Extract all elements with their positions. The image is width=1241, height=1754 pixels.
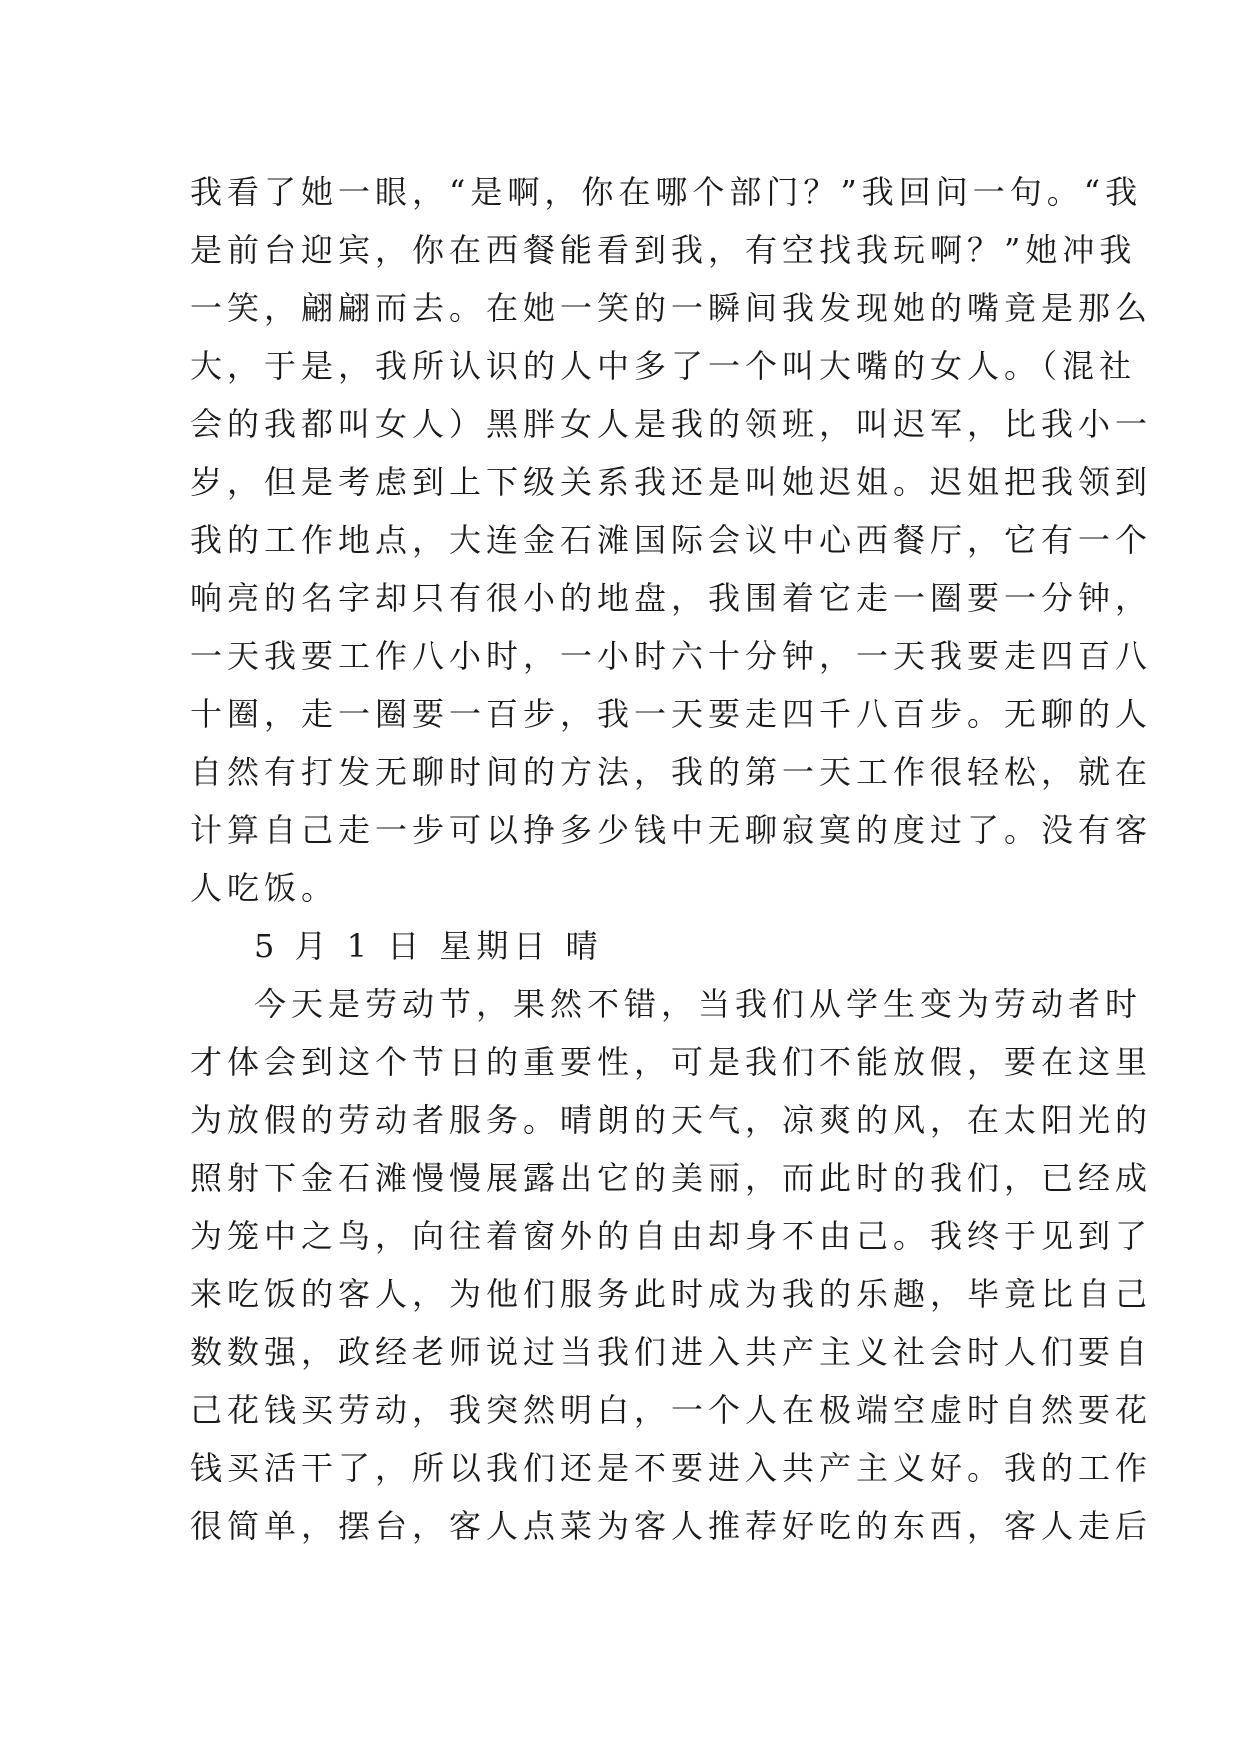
text-line: 5 月 1 日 星期日 晴 [254,927,603,965]
text-line: 才体会到这个节日的重要性，可是我们不能放假，要在这里 [190,1043,1153,1081]
text-line: 一天我要工作八小时，一小时六十分钟，一天我要走四百八 [190,637,1153,675]
text-line: 己花钱买劳动，我突然明白，一个人在极端空虚时自然要花 [190,1391,1153,1429]
text-line: 是前台迎宾，你在西餐能看到我，有空找我玩啊？”她冲我 [190,231,1137,269]
text-line: 为放假的劳动者服务。晴朗的天气，凉爽的风，在太阳光的 [190,1101,1153,1139]
text-line: 会的我都叫女人）黑胖女人是我的领班，叫迟军，比我小一 [190,405,1153,443]
text-line: 很简单，摆台，客人点菜为客人推荐好吃的东西，客人走后 [190,1507,1153,1545]
text-line: 来吃饭的客人，为他们服务此时成为我的乐趣，毕竟比自己 [190,1275,1153,1313]
text-line: 钱买活干了，所以我们还是不要进入共产主义好。我的工作 [190,1449,1153,1487]
text-line: 一笑，翩翩而去。在她一笑的一瞬间我发现她的嘴竟是那么 [190,289,1153,327]
text-line: 我看了她一眼，“是啊，你在哪个部门？”我回问一句。“我 [190,173,1143,211]
text-line: 我的工作地点，大连金石滩国际会议中心西餐厅，它有一个 [190,521,1153,559]
text-line: 岁，但是考虑到上下级关系我还是叫她迟姐。迟姐把我领到 [190,463,1153,501]
text-line: 大，于是，我所认识的人中多了一个叫大嘴的女人。（混社 [190,347,1137,385]
text-line: 数数强，政经老师说过当我们进入共产主义社会时人们要自 [190,1333,1153,1371]
text-line: 计算自己走一步可以挣多少钱中无聊寂寞的度过了。没有客 [190,811,1153,849]
text-line: 为笼中之鸟，向往着窗外的自由却身不由己。我终于见到了 [190,1217,1153,1255]
text-line: 十圈，走一圈要一百步，我一天要走四千八百步。无聊的人 [190,695,1153,733]
text-line: 照射下金石滩慢慢展露出它的美丽，而此时的我们，已经成 [190,1159,1153,1197]
text-line: 自然有打发无聊时间的方法，我的第一天工作很轻松，就在 [190,753,1153,791]
body-text [190,163,1153,1555]
text-line: 今天是劳动节，果然不错，当我们从学生变为劳动者时 [254,985,1143,1023]
text-line: 响亮的名字却只有很小的地盘，我围着它走一圈要一分钟， [190,579,1153,617]
text-line: 人吃饭。 [190,869,339,907]
